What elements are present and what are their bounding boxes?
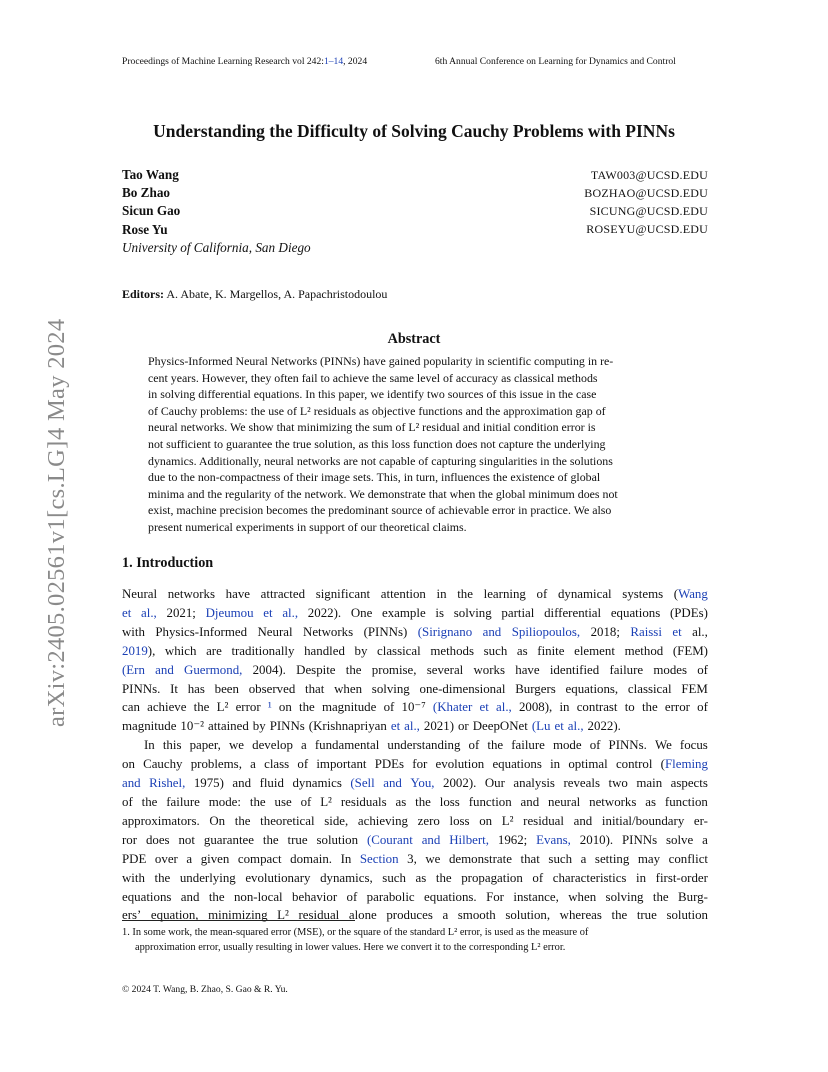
body-line-text: 2019), which are traditionally handled by classical methods such as finite element method (FEM) — [122, 643, 708, 658]
body-line-text: on Cauchy problems, a class of important PDEs for evolution equations in optimal control (Fleming — [122, 757, 708, 772]
body-line — [122, 585, 708, 604]
body-line-text: and Rishel, 1975) and fluid dynamics (Sell and You, 2002). Our analysis reveals two main aspects — [122, 776, 708, 791]
footnote-rule — [122, 920, 355, 921]
editors-line — [122, 287, 387, 302]
body-line — [122, 793, 708, 812]
body-line — [122, 717, 708, 736]
citation-link[interactable]: Fleming — [664, 757, 708, 772]
body-line-text: of the failure mode: the use of L² residuals as the loss function and neural networks as function — [122, 794, 708, 809]
body-line — [122, 831, 708, 850]
venue-text: Proceedings of Machine Learning Research vol 242: — [122, 56, 324, 67]
citation-link[interactable]: and — [122, 776, 141, 791]
citation-link[interactable]: Courant — [371, 832, 413, 847]
citation-link[interactable]: Section — [359, 851, 399, 866]
body-line — [122, 642, 708, 661]
citation-link[interactable]: Lu — [536, 719, 551, 734]
editors-label: Editors: — [122, 287, 164, 301]
abstract-heading: Abstract — [387, 331, 441, 347]
venue-year: , 2024 — [343, 56, 368, 67]
body-line — [122, 736, 708, 755]
author-email: SICUNG@UCSD.EDU — [589, 203, 708, 218]
editors-names: A. Abate, K. Margellos, A. Papachristodoulou — [166, 287, 388, 301]
body-line — [122, 812, 708, 831]
body-line-text: can achieve the L² error ¹ on the magnitude of 10⁻⁷ (Khater et al., 2008), in contrast to the error of — [122, 700, 708, 715]
abstract-line: due to the non-compactness of their image sets. This, in turn, influences the existence of global — [148, 470, 601, 485]
abstract-line: cent years. However, they often fail to achieve the same level of accuracy as classical methods — [148, 370, 598, 385]
abstract-line: minima and the regularity of the network. We demonstrate that when the global minimum does not — [148, 486, 618, 501]
paper-title: Understanding the Difficulty of Solving Cauchy Problems with PINNs — [153, 121, 675, 141]
author-row — [122, 184, 708, 202]
citation-link[interactable]: Sell — [354, 776, 375, 791]
body-line-text: (Ern and Guermond, 2004). Despite the promise, several works have identified failure modes of — [122, 662, 708, 677]
footnote-line: approximation error, usually resulting in lower values. Here we convert it to the corresponding L² error. — [135, 942, 566, 954]
citation-link[interactable]: Sirignano — [422, 624, 473, 639]
author-row — [122, 166, 708, 184]
body-line — [122, 869, 708, 888]
arxiv-category: [cs.LG] — [43, 440, 70, 519]
section-heading: 1. Introduction — [122, 555, 214, 571]
arxiv-stamp — [37, 288, 77, 758]
body-line — [122, 604, 708, 623]
author-block — [122, 166, 708, 256]
body-line — [122, 906, 708, 925]
body-line-text: with Physics-Informed Neural Networks (PINNs) (Sirignano and Spiliopoulos, 2018; Raissi et al., — [122, 624, 708, 639]
citation-link[interactable]: Khater — [437, 700, 473, 715]
citation-link[interactable]: 2019 — [122, 643, 148, 658]
body-line-text: PDE over a given compact domain. In Section 3, we demonstrate that such a setting may conflict — [122, 851, 708, 866]
arxiv-id: arXiv:2405.02561v1 — [43, 518, 70, 727]
author-name: Bo Zhao — [122, 185, 171, 201]
page-range-link[interactable]: 1–14 — [323, 56, 344, 67]
abstract-line: Physics-Informed Neural Networks (PINNs) have gained popularity in scientific computing in re- — [148, 354, 614, 368]
abstract-body — [148, 353, 680, 536]
footnote — [122, 925, 708, 956]
citation-link[interactable]: Ern — [126, 662, 145, 677]
author-name: Rose Yu — [122, 221, 168, 237]
affiliation: University of California, San Diego — [122, 239, 311, 255]
arxiv-date: 4 May 2024 — [43, 319, 70, 441]
body-line-text: Neural networks have attracted significant attention in the learning of dynamical systems (Wang — [122, 587, 708, 601]
author-row — [122, 221, 708, 239]
abstract-line: of Cauchy problems: the use of L² residuals as objective functions and the approximation gap of — [148, 403, 606, 418]
citation-link[interactable]: Wang — [678, 587, 708, 601]
body-line-text: PINNs. It has been observed that when solving one-dimensional Burgers equations, classical FEM — [122, 681, 708, 696]
citation-link[interactable]: et — [122, 605, 132, 620]
body-line — [122, 755, 708, 774]
abstract-line: not sufficient to guarantee the true solution, as this loss function does not capture the underlying — [148, 436, 606, 451]
body-line-text: ror does not guarantee the true solution (Courant and Hilbert, 1962; Evans, 2010). PINNs solve a — [122, 832, 708, 847]
body-line — [122, 661, 708, 680]
citation-link[interactable]: Evans, — [536, 832, 571, 847]
body-line-text: equations and the non-local behavior of parabolic equations. For instance, when solving the Burg- — [122, 889, 708, 904]
citation-link[interactable]: et — [390, 719, 401, 734]
citation-link[interactable]: ¹ — [267, 700, 272, 715]
abstract-line: exist, machine precision becomes the predominant source of achievable error in practice. We also — [148, 503, 612, 518]
body-line-text: with the underlying evolutionary dynamics, such as the propagation of characteristics in first-order — [122, 870, 708, 885]
citation-link[interactable]: Djeumou — [205, 605, 254, 620]
body-line — [122, 680, 708, 699]
section-body — [122, 585, 708, 925]
body-line-text: approximators. On the theoretical side, achieving zero loss on L² residual and initial/boundary er- — [122, 813, 708, 828]
author-email: BOZHAO@UCSD.EDU — [584, 185, 708, 200]
abstract-line: in solving differential equations. In this paper, we identify two sources of this issue in the case — [148, 387, 597, 402]
body-line — [122, 774, 708, 793]
author-name: Tao Wang — [122, 167, 179, 183]
abstract-line: neural networks. We show that minimizing the sum of L² residual and initial condition error is — [148, 420, 596, 435]
body-line — [122, 623, 708, 642]
running-header-left — [122, 56, 367, 67]
body-line-text: ers’ equation, minimizing L² residual alone produces a smooth solution, whereas the true solution — [122, 908, 708, 923]
body-line-text: In this paper, we develop a fundamental understanding of the failure mode of PINNs. We focus — [144, 738, 708, 753]
abstract-line: dynamics. Additionally, neural networks are not capable of capturing singularities in the solutions — [148, 453, 613, 468]
author-email: ROSEYU@UCSD.EDU — [586, 222, 708, 237]
footnote-line: 1. In some work, the mean-squared error (MSE), or the square of the standard L² error, is used as the measure of — [122, 927, 589, 938]
body-line-text: et al., 2021; Djeumou et al., 2022). One example is solving partial differential equations (PDEs) — [122, 605, 708, 620]
body-line — [122, 698, 708, 717]
running-header-right: 6th Annual Conference on Learning for Dynamics and Control — [435, 56, 676, 67]
author-name: Sicun Gao — [122, 203, 181, 219]
author-row — [122, 202, 708, 220]
body-line-text: magnitude 10⁻² attained by PINNs (Krishnapriyan et al., 2021) or DeepONet (Lu et al., 2022). — [122, 719, 621, 734]
copyright: © 2024 T. Wang, B. Zhao, S. Gao & R. Yu. — [122, 984, 288, 995]
author-email: TAW003@UCSD.EDU — [590, 167, 708, 182]
citation-link[interactable]: Raissi — [630, 624, 662, 639]
body-line — [122, 850, 708, 869]
abstract-line: present numerical experiments in support of our theoretical claims. — [148, 519, 467, 534]
body-line — [122, 888, 708, 907]
